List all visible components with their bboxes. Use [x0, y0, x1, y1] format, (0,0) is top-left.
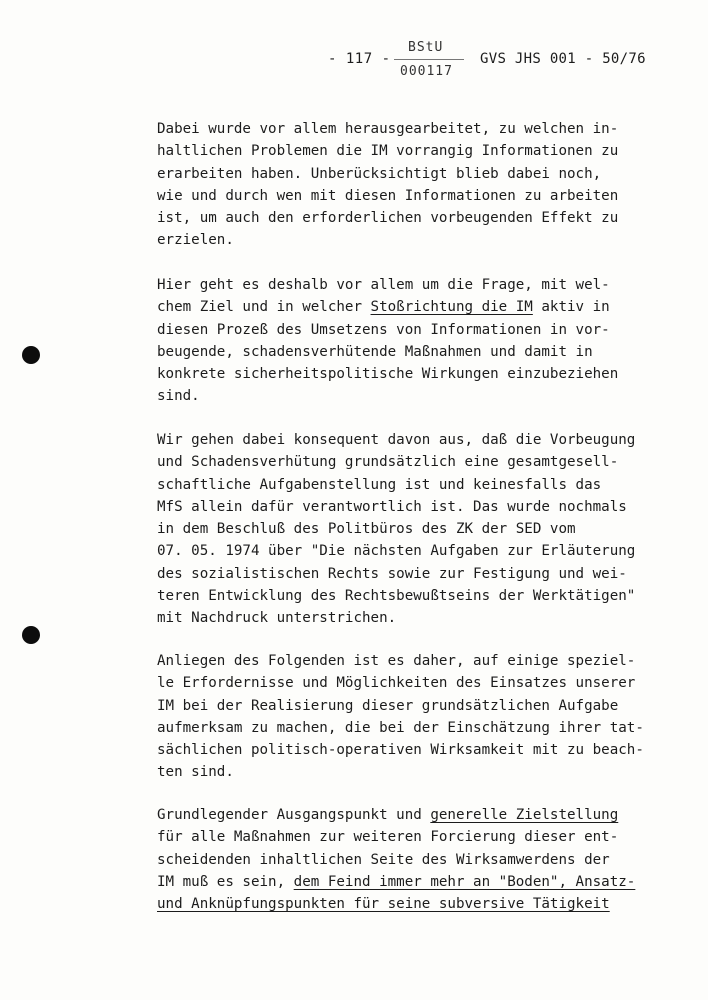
- text-line: konkrete sicherheitspolitische Wirkungen einzubeziehen: [157, 366, 619, 383]
- document-reference: GVS JHS 001 - 50/76: [480, 51, 646, 67]
- paragraph-3: [157, 429, 687, 630]
- text-line: aufmerksam zu machen, die bei der Einschätzung ihrer tat-: [157, 719, 644, 736]
- page-number: - 117 -: [328, 51, 391, 67]
- text-segment: aktiv in: [532, 299, 610, 316]
- text-line: scheidenden inhaltlichen Seite des Wirksamwerdens der: [157, 851, 610, 868]
- text-line: wie und durch wen mit diesen Informationen zu arbeiten: [157, 187, 619, 204]
- text-line: MfS allein dafür verantwortlich ist. Das wurde nochmals: [157, 498, 627, 515]
- text-line: IM bei der Realisierung dieser grundsätzlichen Aufgabe: [157, 697, 619, 714]
- text-line: sächlichen politisch-operativen Wirksamkeit mit zu beach-: [157, 742, 644, 759]
- text-segment: chem Ziel und in welcher: [157, 299, 371, 316]
- text-line: ist, um auch den erforderlichen vorbeugenden Effekt zu: [157, 210, 619, 227]
- punch-hole-upper: [22, 346, 40, 364]
- text-line: mit Nachdruck unterstrichen.: [157, 610, 397, 627]
- text-line: diesen Prozeß des Umsetzens von Informationen in vor-: [157, 321, 610, 338]
- stamp-agency-label: BStU: [408, 40, 444, 55]
- text-segment: Grundlegender Ausgangspunkt und: [157, 807, 431, 823]
- stamp-archive-number: 000117: [400, 64, 453, 79]
- text-line: für alle Maßnahmen zur weiteren Forcierung dieser ent-: [157, 829, 619, 846]
- text-line: haltlichen Problemen die IM vorrangig Informationen zu: [157, 143, 619, 160]
- paragraph-1: [157, 118, 687, 252]
- paragraph-2: [157, 274, 687, 408]
- paragraph-5: [157, 804, 687, 915]
- text-line: beugende, schadensverhütende Maßnahmen und damit in: [157, 343, 593, 360]
- text-line: erzielen.: [157, 232, 234, 249]
- archive-stamp: [394, 37, 464, 85]
- text-line: [157, 296, 687, 318]
- paragraph-4: [157, 650, 687, 784]
- text-line: 07. 05. 1974 über "Die nächsten Aufgaben zur Erläuterung: [157, 543, 636, 560]
- text-line: erarbeiten haben. Unberücksichtigt blieb dabei noch,: [157, 165, 602, 182]
- text-line: Hier geht es deshalb vor allem um die Frage, mit wel-: [157, 277, 610, 293]
- text-line: in dem Beschluß des Politbüros des ZK der SED vom: [157, 521, 576, 538]
- text-line: schaftliche Aufgabenstellung ist und keinesfalls das: [157, 476, 602, 493]
- text-segment: IM muß es sein,: [157, 873, 294, 890]
- underlined-line: und Anknüpfungspunkten für seine subversive Tätigkeit: [157, 896, 610, 913]
- text-line: [157, 804, 687, 826]
- text-line: le Erfordernisse und Möglichkeiten des Einsatzes unserer: [157, 675, 636, 692]
- text-line: des sozialistischen Rechts sowie zur Festigung und wei-: [157, 565, 627, 582]
- underlined-phrase: Stoßrichtung die IM: [370, 299, 533, 316]
- punch-hole-lower: [22, 626, 40, 644]
- text-line: [157, 871, 687, 893]
- text-line: Wir gehen dabei konsequent davon aus, daß die Vorbeugung: [157, 432, 636, 448]
- text-line: Anliegen des Folgenden ist es daher, auf einige speziel-: [157, 653, 636, 669]
- underlined-phrase: generelle Zielstellung: [430, 807, 619, 823]
- text-line: Dabei wurde vor allem herausgearbeitet, zu welchen in-: [157, 121, 619, 137]
- text-line: teren Entwicklung des Rechtsbewußtseins der Werktätigen": [157, 588, 636, 605]
- text-line: ten sind.: [157, 764, 234, 781]
- text-line: und Schadensverhütung grundsätzlich eine gesamtgesell-: [157, 454, 619, 471]
- page-header: [0, 0, 708, 100]
- stamp-divider: [394, 59, 464, 60]
- text-line: sind.: [157, 388, 200, 405]
- underlined-phrase: dem Feind immer mehr an "Boden", Ansatz-: [293, 873, 636, 890]
